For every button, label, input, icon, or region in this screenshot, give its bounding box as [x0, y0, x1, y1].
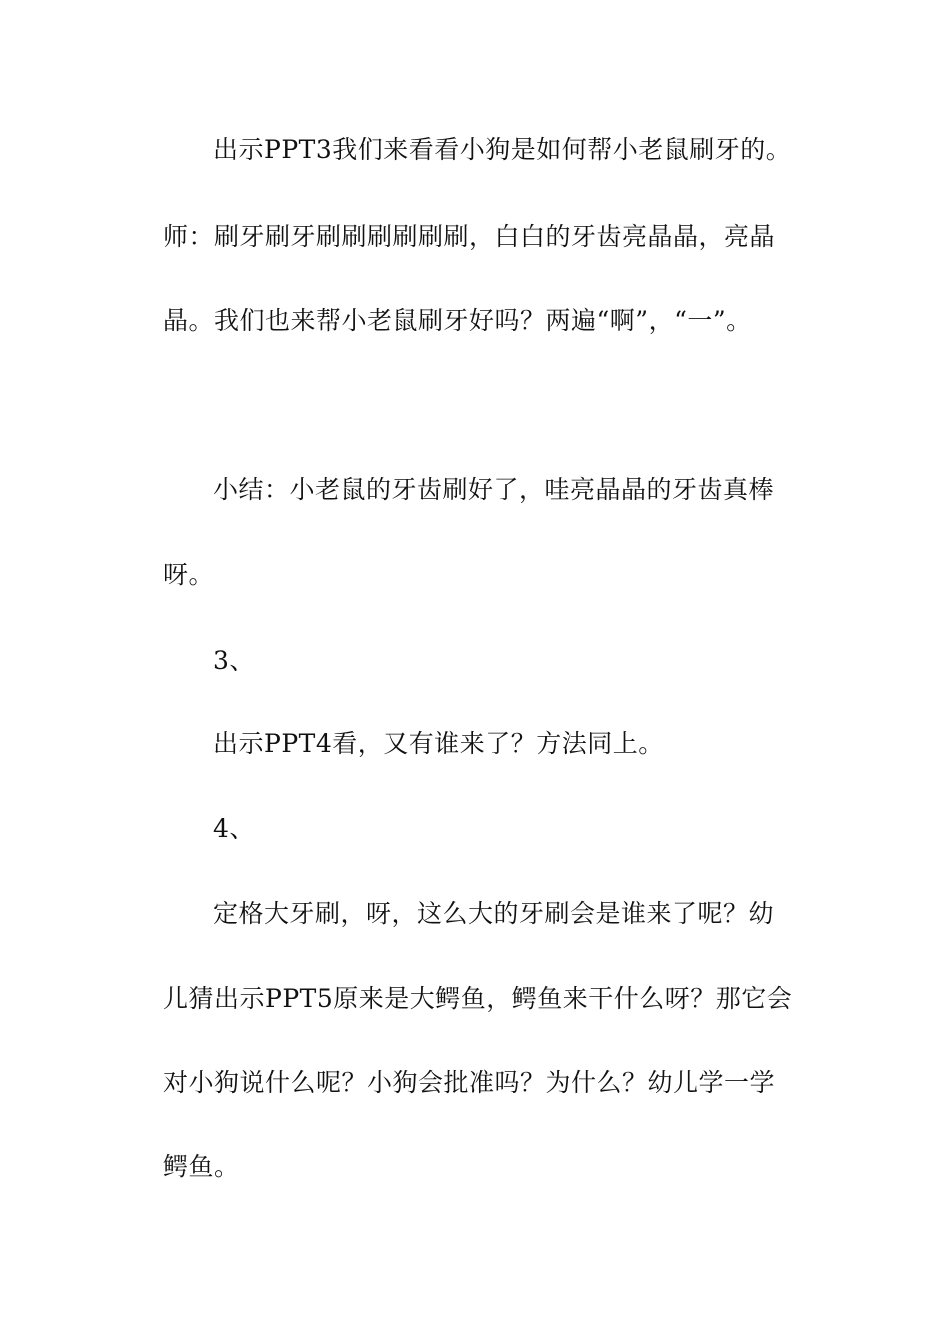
- paragraph-line: 儿猜出示PPT5原来是大鳄鱼，鳄鱼来干什么呀？那它会: [163, 984, 793, 1013]
- paragraph-line: 晶。我们也来帮小老鼠刷牙好吗？两遍“啊”，“一”。: [163, 306, 752, 335]
- paragraph-line: 对小狗说什么呢？小狗会批准吗？为什么？幼儿学一学: [163, 1068, 776, 1097]
- paragraph-line: 出示PPT3我们来看看小狗是如何帮小老鼠刷牙的。: [213, 135, 792, 164]
- paragraph-line: 出示PPT4看，又有谁来了？方法同上。: [213, 729, 664, 758]
- paragraph-line: 师：刷牙刷牙刷刷刷刷刷刷，白白的牙齿亮晶晶，亮晶: [163, 222, 776, 251]
- paragraph-line: 定格大牙刷，呀，这么大的牙刷会是谁来了呢？幼: [213, 899, 775, 928]
- section-number: 3、: [213, 646, 255, 675]
- section-number: 4、: [213, 814, 255, 843]
- paragraph-line: 小结：小老鼠的牙齿刷好了，哇亮晶晶的牙齿真棒: [213, 475, 775, 504]
- paragraph-line: 呀。: [163, 560, 215, 589]
- paragraph-line: 鳄鱼。: [163, 1152, 240, 1181]
